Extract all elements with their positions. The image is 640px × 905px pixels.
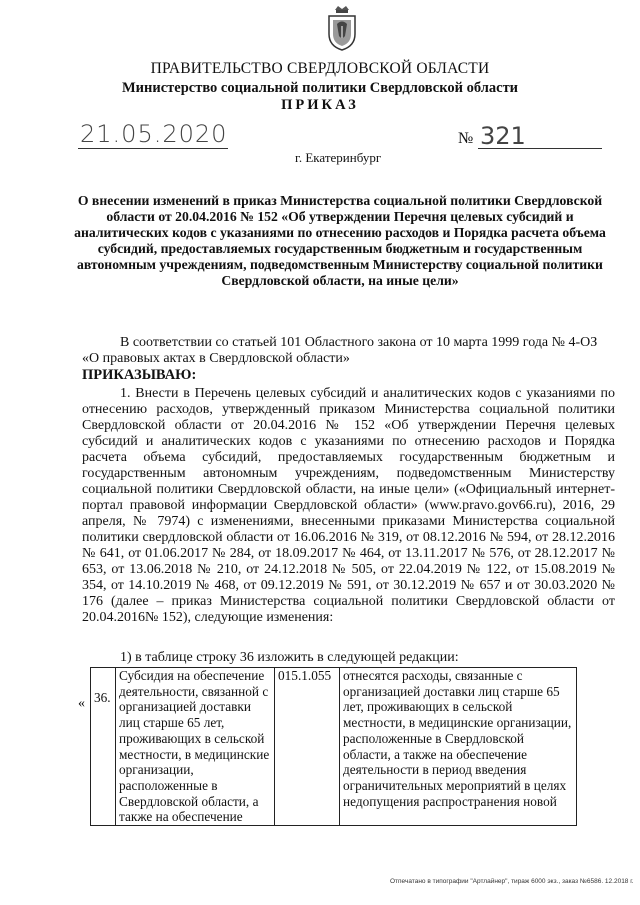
row-number: 36. <box>91 668 116 826</box>
table-row <box>91 668 577 826</box>
handwritten-number: 321 <box>480 122 526 150</box>
number-underline <box>478 148 602 149</box>
point-1: 1. Внести в Перечень целевых субсидий и аналитических кодов с указаниями по отнесению расходов, утвержденный приказом Министерства социальной политики Свердловской области от 20.04.2016 № 152 «Об утверждении Перечня целевых субсидий и аналитических кодов с указаниями по отнесению расходов и Порядка расчета объема субсидий, предоставляемых государственным бюджетным и государственным автономным учреждениям, подведомственным Министерству социальной политики Свердловской области, на иные цели» («Официальный интернет-портал правовой информации Свердловской области» (www.pravo.gov66.ru), 2016, 29 апреля, № 7974) с изменениями, внесенными приказами Министерства социальной политики свердловской области от 16.06.2016 № 319, от 08.12.2016 № 594, от 28.12.2016 № 641, от 01.06.2017 № 284, от 18.09.2017 № 464, от 13.11.2017 № 576, от 28.12.2017 № 653, от 13.06.2018 № 210, от 24.12.2018 № 505, от 22.04.2019 № 122, от 15.08.2019 № 354, от 14.10.2019 № 468, от 09.12.2019 № 591, от 30.12.2019 № 657 и от 30.03.2020 № 176 (далее – приказ Министерства социальной политики Свердловской области от 20.04.2016№ 152), следующие изменения: <box>82 386 615 625</box>
subsidy-table <box>90 667 577 826</box>
number-sign: № <box>458 130 474 147</box>
date-underline <box>78 148 228 149</box>
government-title: ПРАВИТЕЛЬСТВО СВЕРДЛОВСКОЙ ОБЛАСТИ <box>150 60 490 77</box>
order-subject: О внесении изменений в приказ Министерства социальной политики Свердловской области от 20.04.2016 № 152 «Об утверждении Перечня целевых субсидий и аналитических кодов с указаниями по отнесению расходов и Порядка расчета объема субсидий, предоставляемых государственным бюджетным и государственным автономным учреждениям, подведомственным Министерству социальной политики Свердловской области, на иные цели» <box>74 193 606 288</box>
expense-note-cell: отнесятся расходы, связанные с организацией доставки лиц старше 65 лет, проживающих в сельской местности, в медицинские организации, расположенные в Свердловской области, а также на обеспечение деятельности в период введения ограничительных мероприятий в целях недопущения распространения новой <box>340 668 577 826</box>
city: г. Екатеринбург <box>295 150 382 165</box>
code-cell: 015.1.055 <box>275 668 340 826</box>
order-title: ПРИКАЗ <box>281 97 359 113</box>
subsidy-name-cell: Субсидия на обеспечение деятельности, связанной с организацией доставки лиц старше 65 лет, проживающих в сельской местности, в медицинские организации, расположенные в Свердловской области, а также на обеспечение <box>116 668 275 826</box>
order-heading: ПРИКАЗЫВАЮ: <box>82 367 197 383</box>
ministry-title: Министерство социальной политики Свердловской области <box>121 80 519 96</box>
opening-quote: « <box>78 696 85 711</box>
subpoint-1: 1) в таблице строку 36 изложить в следующей редакции: <box>120 650 459 665</box>
handwritten-date: 21.05.2020 <box>80 120 228 148</box>
preamble: В соответствии со статьей 101 Областного закона от 10 марта 1999 года № 4-ОЗ «О правовых актах в Свердловской области» <box>82 335 598 366</box>
coat-of-arms-emblem <box>325 4 359 52</box>
print-footer: Отпечатано в типографии "Артлайнер", тираж 6000 экз., заказ №6586. 12.2018 г. <box>390 878 634 885</box>
